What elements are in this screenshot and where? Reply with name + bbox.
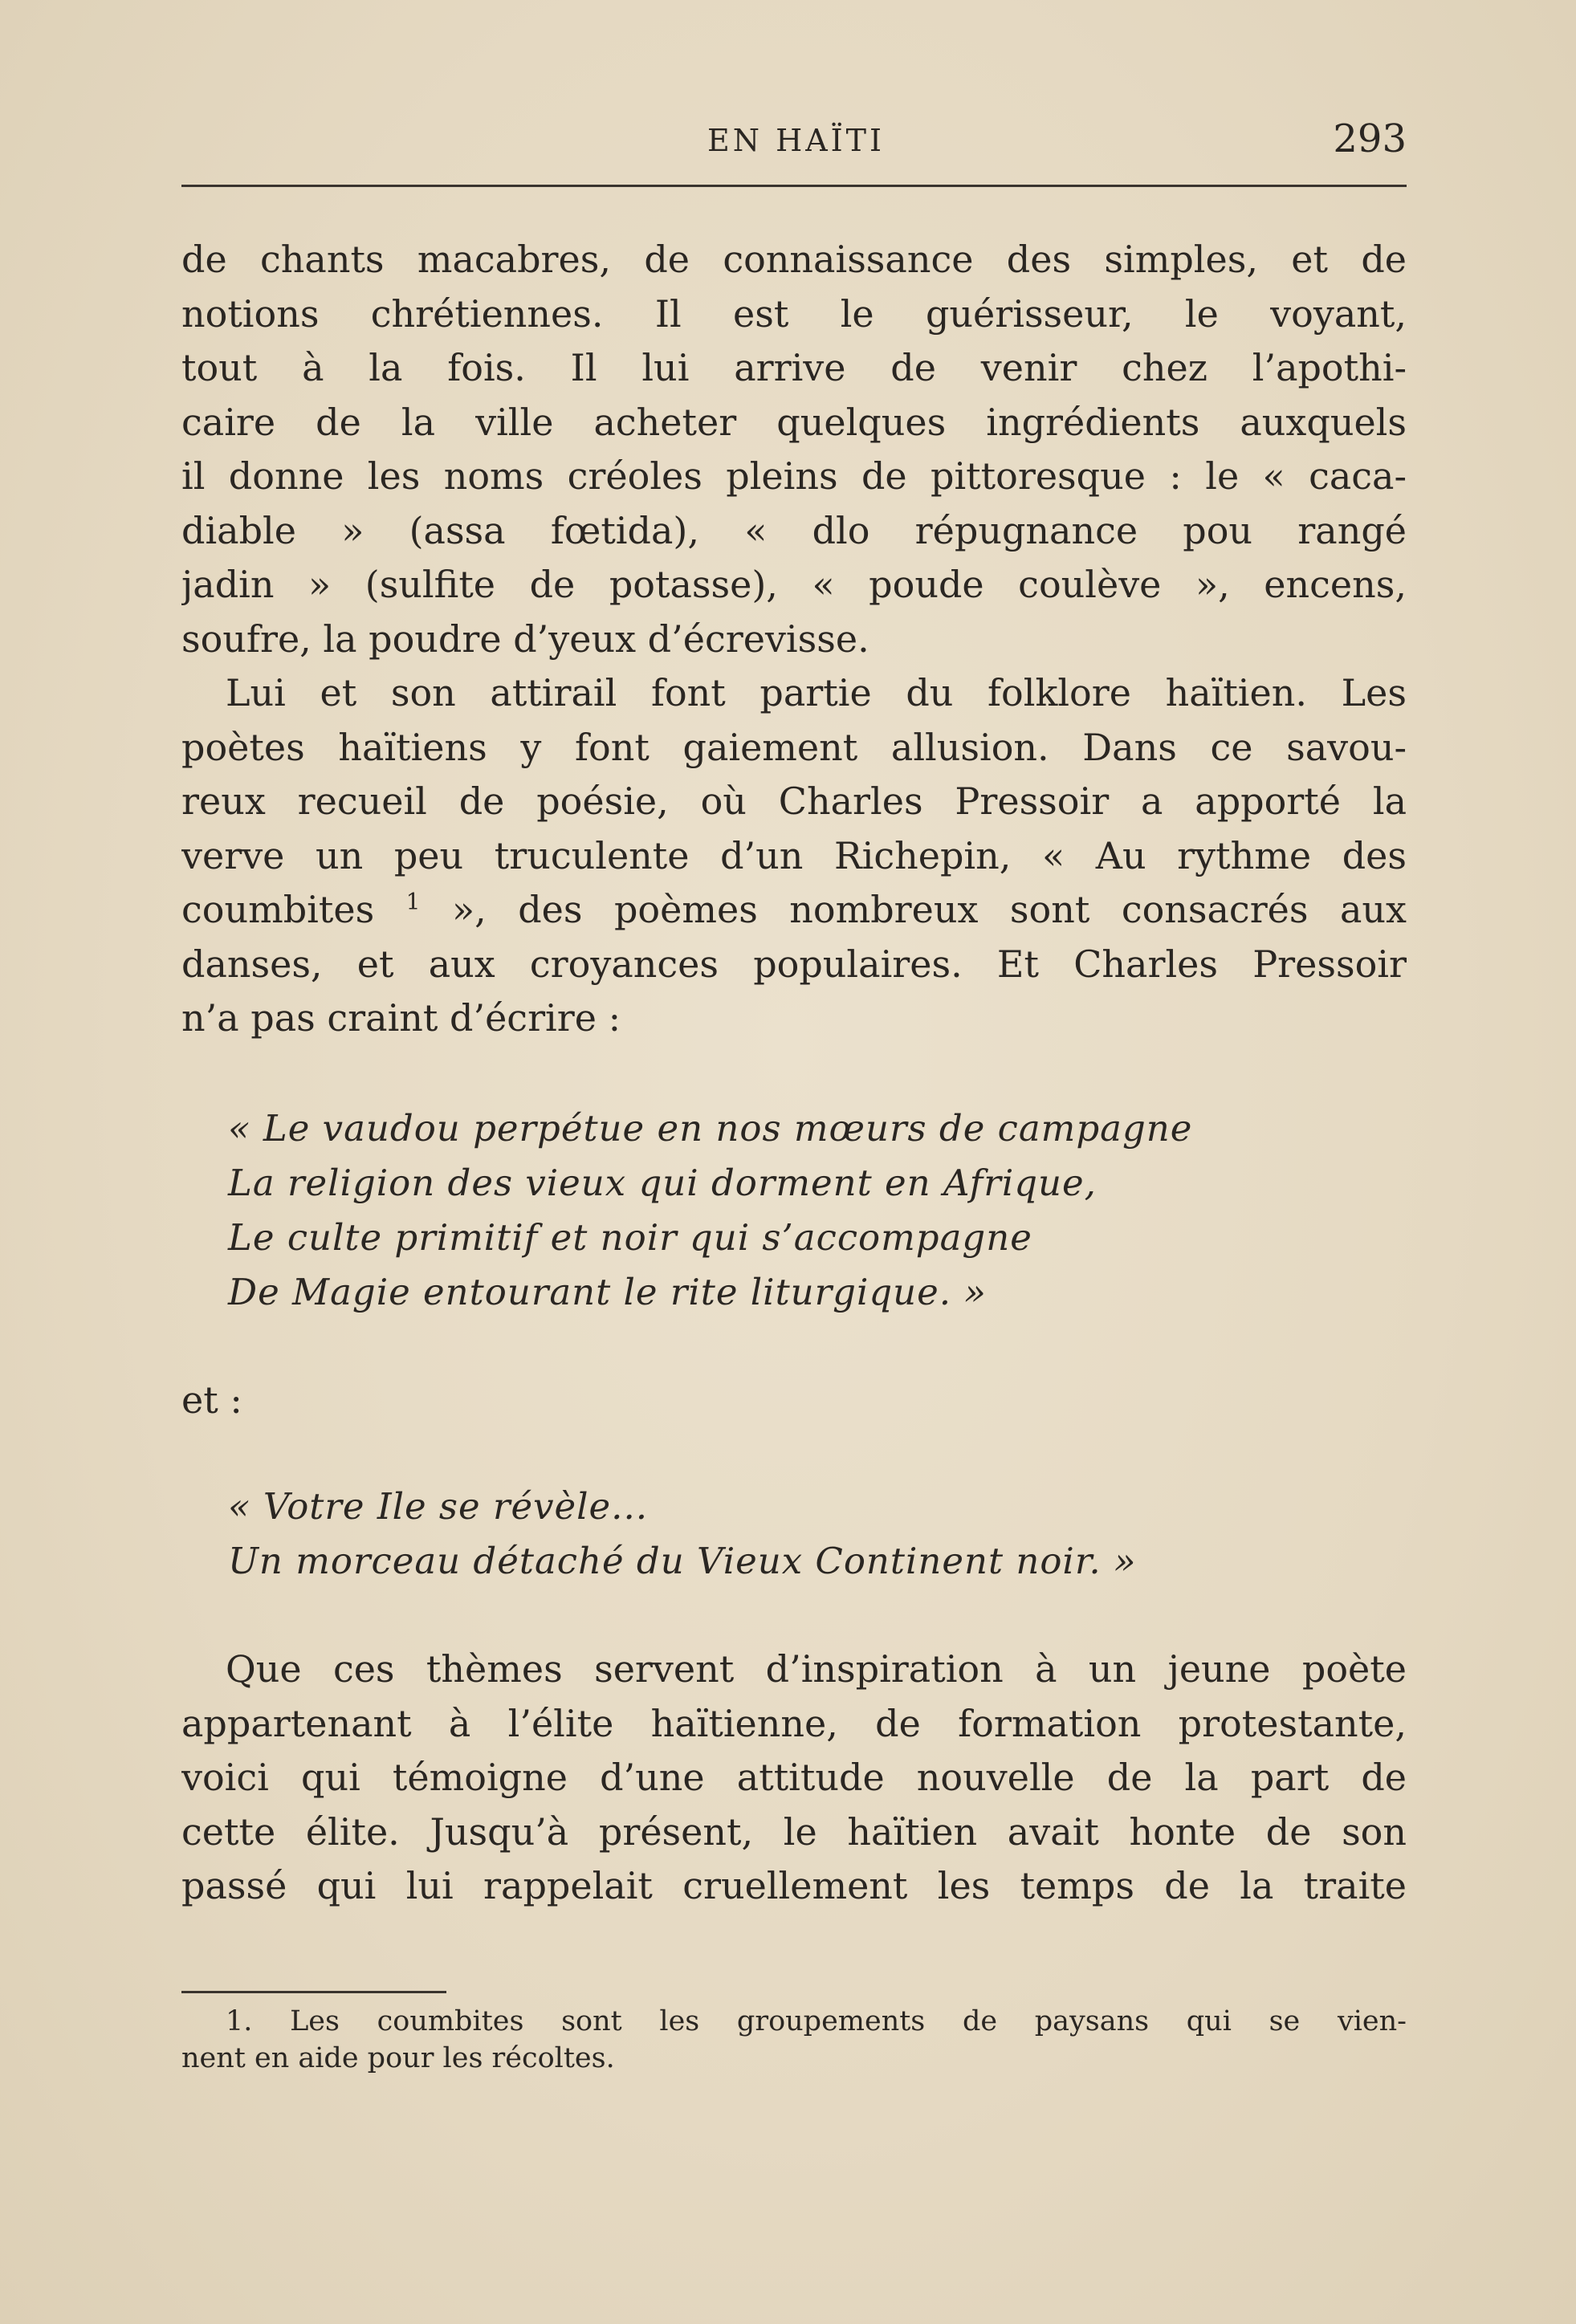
text-line: poètes haïtiens y font gaiement allusion. Dans ce savou-: [181, 725, 1407, 769]
paragraph-2: [181, 666, 1407, 1046]
text-line: verve un peu truculente d’un Richepin, « Au rythme des: [181, 833, 1407, 877]
main-text: [181, 233, 1407, 1046]
paragraph-1: [181, 233, 1407, 666]
text-line: passé qui lui rappelait cruellement les temps de la traite: [181, 1864, 1407, 1907]
text-line: Lui et son attirail font partie du folklore haïtien. Les: [226, 671, 1407, 714]
text-line: danses, et aux croyances populaires. Et Charles Pressoir: [181, 942, 1407, 986]
text-segment: », des poèmes nombreux sont consacrés aux: [420, 888, 1407, 931]
verse-quote-1: [228, 1101, 1407, 1320]
text-line: reux recueil de poésie, où Charles Pressoir a apporté la: [181, 779, 1407, 823]
text-line: il donne les noms créoles pleins de pittoresque : le « caca-: [181, 454, 1407, 498]
verse-line: De Magie entourant le rite liturgique. »: [228, 1271, 987, 1313]
verse-line: Le culte primitif et noir qui s’accompagne: [228, 1216, 1032, 1259]
running-title: EN HAÏTI: [707, 123, 886, 158]
text-segment: coumbites: [181, 888, 375, 931]
connector-text: et :: [181, 1378, 242, 1422]
footnote: [181, 2003, 1407, 2077]
verse-line: La religion des vieux qui dorment en Afrique,: [228, 1162, 1097, 1204]
text-line: soufre, la poudre d’yeux d’écrevisse.: [181, 617, 869, 661]
paragraph-3: [181, 1642, 1407, 1914]
verse-quote-2: [228, 1479, 1407, 1589]
text-line: voici qui témoigne d’une attitude nouvelle de la part de: [181, 1756, 1407, 1799]
footnote-line: 1. Les coumbites sont les groupements de paysans qui se vien-: [226, 2005, 1407, 2037]
footnote-line: nent en aide pour les récoltes.: [181, 2042, 615, 2074]
text-line: cette élite. Jusqu’à présent, le haïtien avait honte de son: [181, 1809, 1407, 1854]
text-line: notions chrétiennes. Il est le guérisseur, le voyant,: [181, 291, 1407, 336]
footnote-rule: [181, 1991, 446, 1993]
running-head: [181, 116, 1407, 165]
page-number: 293: [1333, 116, 1407, 161]
text-line: jadin » (sulfite de potasse), « poude coulève », encens,: [181, 563, 1407, 606]
verse-line: « Votre Ile se révèle...: [228, 1485, 649, 1528]
text-line: caire de la ville acheter quelques ingrédients auxquels: [181, 400, 1407, 444]
text-line: Que ces thèmes servent d’inspiration à un jeune poète: [226, 1647, 1407, 1691]
text-line: tout à la fois. Il lui arrive de venir chez l’apothi-: [181, 346, 1407, 389]
book-page: [181, 0, 1407, 2324]
verse-line: Un morceau détaché du Vieux Continent noir. »: [228, 1540, 1137, 1582]
text-line: de chants macabres, de connaissance des simples, et de: [181, 238, 1407, 281]
text-line: appartenant à l’élite haïtienne, de formation protestante,: [181, 1701, 1407, 1745]
verse-line: « Le vaudou perpétue en nos mœurs de campagne: [228, 1107, 1193, 1150]
header-rule: [181, 185, 1407, 187]
footnote-marker: 1: [405, 888, 421, 915]
text-line: n’a pas craint d’écrire :: [181, 996, 621, 1040]
text-line: diable » (assa fœtida), « dlo répugnance pou rangé: [181, 508, 1407, 552]
text-line-with-footnote: [181, 883, 1407, 938]
